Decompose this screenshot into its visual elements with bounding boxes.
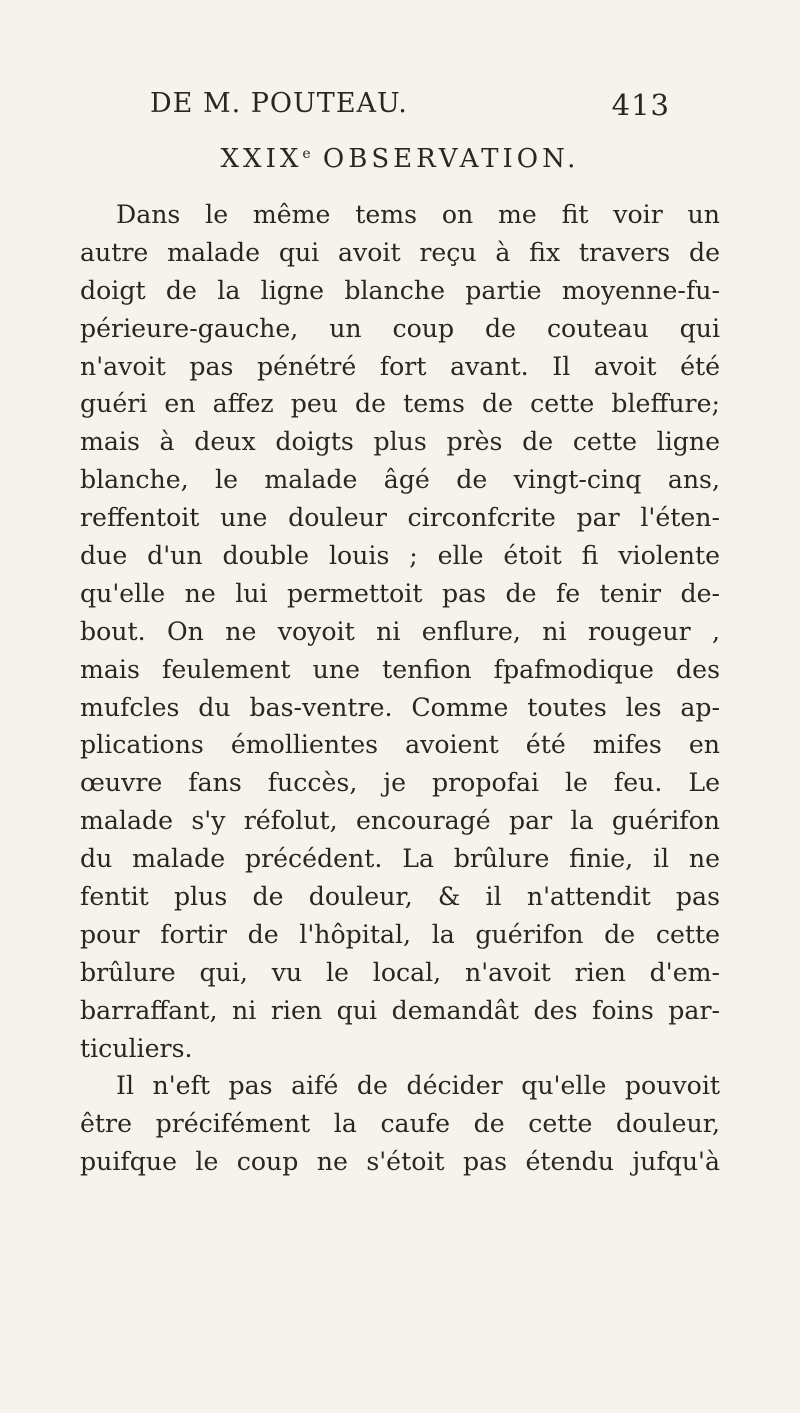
text-line: pour fortir de l'hôpital, la guérifon de cette: [80, 919, 720, 949]
text-line: reffentoit une douleur circonfcrite par l'éten-: [80, 503, 720, 533]
page-number: 413: [611, 88, 670, 122]
text-line: autre malade qui avoit reçu à fix travers de: [80, 237, 720, 267]
text-line: ticuliers.: [80, 1033, 193, 1063]
text-line: du malade précédent. La brûlure finie, il ne: [80, 844, 720, 874]
text-line: guéri en affez peu de tems de cette bleffure;: [80, 389, 720, 419]
text-line: mais à deux doigts plus près de cette ligne: [80, 427, 720, 457]
text-line: barraffant, ni rien qui demandât des foins par-: [80, 995, 720, 1025]
observation-numeral: XXIX: [220, 144, 303, 174]
text-line: doigt de la ligne blanche partie moyenne-fu-: [80, 275, 720, 305]
text-line: Il n'eft pas aifé de décider qu'elle pouvoit: [116, 1071, 720, 1101]
paragraph-2: [80, 1067, 720, 1181]
text-line: être précifément la caufe de cette douleur,: [80, 1109, 720, 1139]
observation-word: OBSERVATION.: [322, 144, 580, 174]
text-line: périeure-gauche, un coup de couteau qui: [80, 313, 720, 343]
text-line: brûlure qui, vu le local, n'avoit rien d'em-: [80, 957, 720, 987]
text-line: plications émollientes avoient été mifes en: [80, 730, 720, 760]
text-line: mais feulement une tenfion fpafmodique des: [80, 654, 720, 684]
body-text: [80, 196, 720, 1181]
text-line: qu'elle ne lui permettoit pas de fe tenir de-: [80, 578, 720, 608]
observation-heading: [0, 144, 800, 174]
text-line: œuvre fans fuccès, je propofai le feu. Le: [80, 768, 720, 798]
text-line: malade s'y réfolut, encouragé par la guérifon: [80, 806, 720, 836]
text-line: mufcles du bas-ventre. Comme toutes les ap-: [80, 692, 720, 722]
text-line: blanche, le malade âgé de vingt-cinq ans,: [80, 465, 720, 495]
running-head-title: DE M. POUTEAU.: [150, 88, 408, 119]
paragraph-1: [80, 196, 720, 1067]
text-line: due d'un double louis ; elle étoit fi violente: [80, 541, 720, 571]
text-line: bout. On ne voyoit ni enflure, ni rougeur ,: [80, 616, 720, 646]
text-line: Dans le même tems on me fit voir un: [116, 200, 720, 229]
text-line: n'avoit pas pénétré fort avant. Il avoit été: [80, 351, 720, 381]
running-head: [150, 88, 670, 128]
text-line: puifque le coup ne s'étoit pas étendu jufqu'à: [80, 1147, 720, 1177]
observation-superscript: e: [302, 146, 311, 162]
text-line: fentit plus de douleur, & il n'attendit pas: [80, 882, 720, 912]
